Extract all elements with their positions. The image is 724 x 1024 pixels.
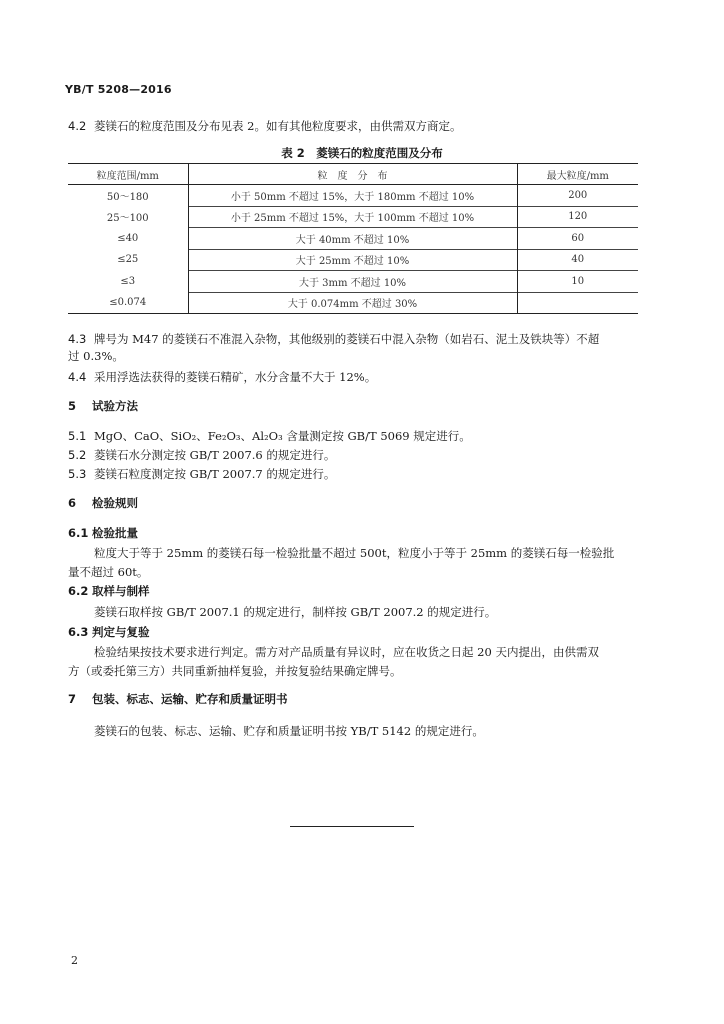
clause-4-3 xyxy=(68,331,599,347)
clause-6-1-heading xyxy=(68,525,138,541)
cell-range: 25～100 xyxy=(106,213,149,225)
clause-title: 取样与制样 xyxy=(92,584,150,598)
clause-number: 6.2 xyxy=(68,584,89,598)
section-6-heading xyxy=(68,495,138,511)
cell-range: 50～180 xyxy=(106,192,149,203)
header-range: 粒度范围/mm xyxy=(68,164,188,185)
clause-number: 5.3 xyxy=(68,467,87,481)
clause-5-1 xyxy=(68,428,471,444)
clause-title: 判定与复验 xyxy=(92,625,150,639)
cell-range: ≤3 xyxy=(120,275,136,287)
cell-max-size xyxy=(517,292,638,314)
clause-text: 采用浮选法获得的菱镁石精矿，水分含量不大于 12%。 xyxy=(94,370,377,384)
clause-6-2-text: 菱镁石取样按 GB/T 2007.1 的规定进行，制样按 GB/T 2007.2 的规定进行。 xyxy=(94,605,497,619)
clause-number: 4.3 xyxy=(68,332,87,346)
table-row xyxy=(68,206,638,228)
clause-text: 菱镁石的粒度范围及分布见表 2。如有其他粒度要求，由供需双方商定。 xyxy=(94,119,462,133)
clause-text: 菱镁石粒度测定按 GB/T 2007.7 的规定进行。 xyxy=(94,467,336,481)
table-row xyxy=(68,271,638,293)
clause-6-1-continuation: 量不超过 60t。 xyxy=(68,565,149,579)
table-row xyxy=(68,228,638,250)
clause-4-2 xyxy=(68,118,461,134)
table-row xyxy=(68,292,638,314)
section-number: 5 xyxy=(68,399,77,413)
clause-6-3-text: 检验结果按技术要求进行判定。需方对产品质量有异议时，应在收货之日起 20 天内提出，由供需双 xyxy=(94,645,599,659)
table-caption: 表 2 菱镁石的粒度范围及分布 xyxy=(281,146,443,160)
page-number: 2 xyxy=(71,954,78,967)
section-5-heading xyxy=(68,398,138,414)
cell-range: ≤40 xyxy=(117,232,139,244)
cell-distribution: 小于 50mm 不超过 15%，大于 180mm 不超过 10% xyxy=(188,185,517,207)
table-row xyxy=(68,185,638,207)
cell-max-size: 60 xyxy=(517,228,638,250)
clause-6-1-text: 粒度大于等于 25mm 的菱镁石每一检验批量不超过 500t，粒度小于等于 25mm 的菱镁石每一检验批 xyxy=(94,546,615,560)
clause-5-2 xyxy=(68,447,335,463)
header-distribution: 粒 度 分 布 xyxy=(188,164,517,185)
cell-distribution: 大于 0.074mm 不超过 30% xyxy=(188,292,517,314)
clause-number: 5.2 xyxy=(68,448,87,462)
header-max-size: 最大粒度/mm xyxy=(517,164,638,185)
clause-text: 菱镁石水分测定按 GB/T 2007.6 的规定进行。 xyxy=(94,448,336,462)
cell-distribution: 小于 25mm 不超过 15%，大于 100mm 不超过 10% xyxy=(188,206,517,228)
clause-number: 6.1 xyxy=(68,526,89,540)
section-number: 6 xyxy=(68,496,77,510)
clause-4-4 xyxy=(68,369,376,385)
clause-6-2-heading xyxy=(68,583,150,599)
section-title: 包装、标志、运输、贮存和质量证明书 xyxy=(92,692,288,706)
section-title: 试验方法 xyxy=(92,399,138,413)
clause-6-3-continuation: 方（或委托第三方）共同重新抽样复验，并按复验结果确定牌号。 xyxy=(68,664,402,678)
grain-size-table xyxy=(68,163,638,314)
cell-max-size: 10 xyxy=(517,271,638,293)
clause-title: 检验批量 xyxy=(92,526,138,540)
cell-max-size: 200 xyxy=(517,185,638,207)
cell-distribution: 大于 25mm 不超过 10% xyxy=(188,249,517,271)
cell-range: ≤25 xyxy=(117,254,139,266)
clause-text: 牌号为 M47 的菱镁石不准混入杂物，其他级别的菱镁石中混入杂物（如岩石、泥土及铁块等）不超 xyxy=(94,332,600,346)
clause-4-3-continuation: 过 0.3%。 xyxy=(68,349,124,363)
end-of-document-rule xyxy=(290,826,414,827)
table-header-row xyxy=(68,164,638,185)
table-row xyxy=(68,249,638,271)
clause-number: 6.3 xyxy=(68,625,89,639)
standard-code-header: YB/T 5208—2016 xyxy=(65,83,172,96)
clause-number: 5.1 xyxy=(68,429,87,443)
clause-text: MgO、CaO、SiO₂、Fe₂O₃、Al₂O₃ 含量测定按 GB/T 5069 规定进行。 xyxy=(94,429,471,443)
section-title: 检验规则 xyxy=(92,496,138,510)
section-number: 7 xyxy=(68,692,77,706)
cell-range: ≤0.074 xyxy=(68,292,188,314)
cell-max-size: 40 xyxy=(517,249,638,271)
clause-number: 4.4 xyxy=(68,370,87,384)
cell-max-size: 120 xyxy=(517,206,638,228)
clause-6-3-heading xyxy=(68,624,150,640)
cell-distribution: 大于 3mm 不超过 10% xyxy=(188,271,517,293)
cell-distribution: 大于 40mm 不超过 10% xyxy=(188,228,517,250)
clause-5-3 xyxy=(68,466,335,482)
clause-number: 4.2 xyxy=(68,119,87,133)
section-7-heading xyxy=(68,691,288,707)
section-7-text: 菱镁石的包装、标志、运输、贮存和质量证明书按 YB/T 5142 的规定进行。 xyxy=(94,724,484,738)
